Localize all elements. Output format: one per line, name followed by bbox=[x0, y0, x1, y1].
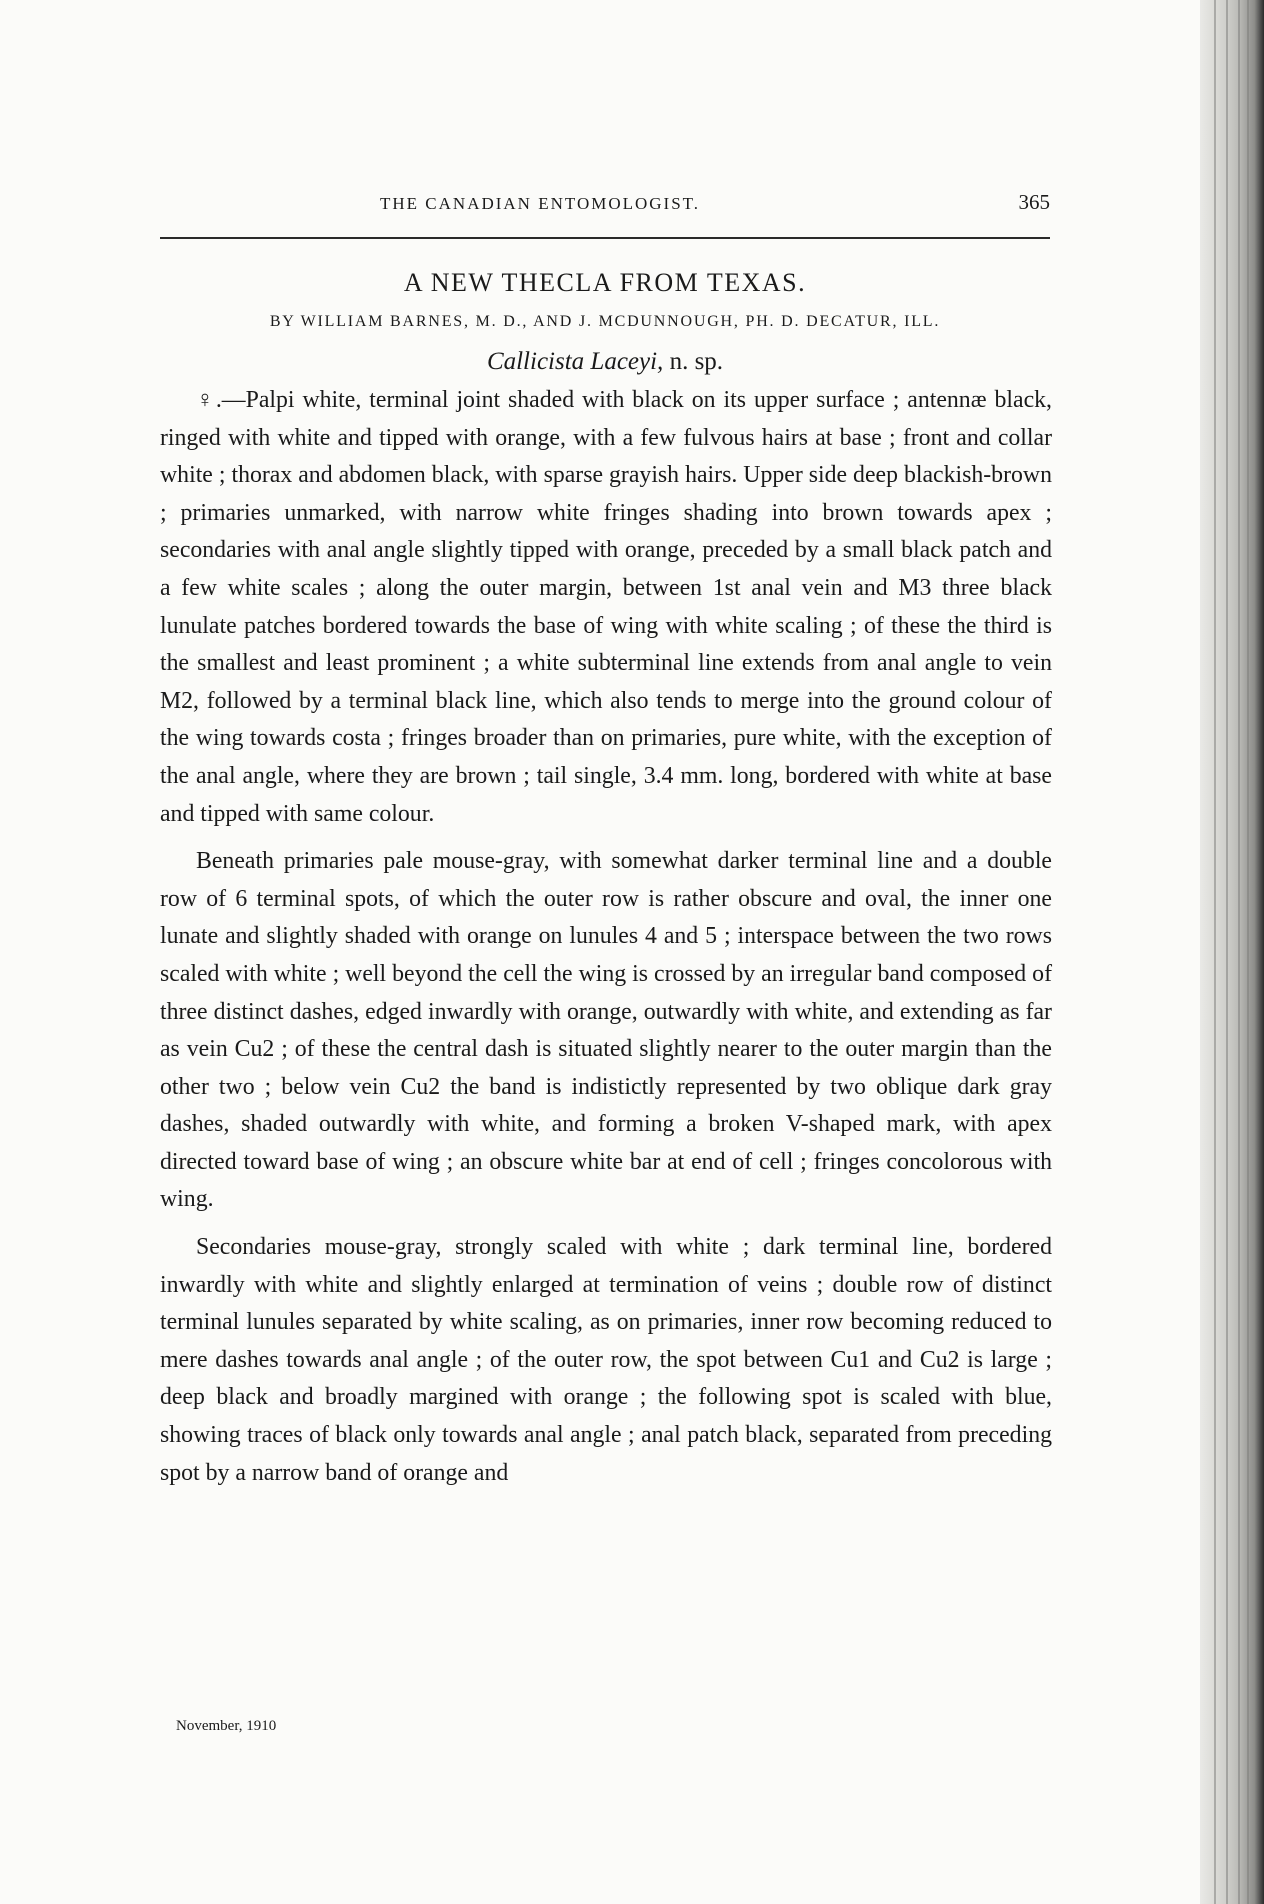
species-suffix: n. sp. bbox=[663, 348, 724, 375]
issue-date: November, 1910 bbox=[176, 1718, 277, 1734]
species-name: Callicista Laceyi, bbox=[486, 348, 664, 375]
article-byline: BY WILLIAM BARNES, M. D., AND J. MCDUNNOUGH, PH. D. DECATUR, ILL. bbox=[269, 313, 941, 330]
paragraph-secondaries-beneath: Secondaries mouse-gray, strongly scaled with white ; dark terminal line, bordered inwardly with white and slightly enlarged at termination of veins ; double row of distinct terminal lunules separated by white scaling, as on primaries, inner row becoming reduced to mere dashes towards anal angle ; of the outer row, the spot between Cu1 and Cu2 is large ; deep black and broadly margined with orange ; the following spot is scaled with blue, showing traces of black only towards anal angle ; anal patch black, separated from preceding spot by a narrow band of orange and bbox=[160, 1234, 1052, 1486]
paragraph-female-description: ♀.—Palpi white, terminal joint shaded with black on its upper surface ; antennæ black, ringed with white and tipped with orange, with a few fulvous hairs at base ; front and collar white ; thorax and abdomen black, with sparse grayish hairs. Upper side deep blackish-brown ; primaries unmarked, with narrow white fringes shading into brown towards apex ; secondaries with anal angle slightly tipped with orange, preceded by a small black patch and a few white scales ; along the outer margin, between 1st anal vein and M3 three black lunulate patches bordered towards the base of wing with white scaling ; of these the third is the smallest and least prominent ; a white subterminal line extends from anal angle to vein M2, followed by a terminal black line, which also tends to merge into the ground colour of the wing towards costa ; fringes broader than on primaries, pure white, with the exception of the anal angle, where they are brown ; tail single, 3.4 mm. long, bordered with white at base and tipped with same colour. bbox=[160, 387, 1052, 827]
book-edge bbox=[1200, 0, 1264, 1904]
edge-line bbox=[1226, 0, 1228, 1904]
running-head bbox=[160, 190, 1050, 220]
paragraph-primaries-beneath: Beneath primaries pale mouse-gray, with somewhat darker terminal line and a double row of 6 terminal spots, of which the outer row is rather obscure and oval, the inner one lunate and slightly shaded with orange on lunules 4 and 5 ; interspace between the two rows scaled with white ; well beyond the cell the wing is crossed by an irregular band composed of three distinct dashes, edged inwardly with orange, outwardly with white, and extending as far as vein Cu2 ; of these the central dash is situated slightly nearer to the outer margin than the other two ; below vein Cu2 the band is indistictly represented by two oblique dark gray dashes, shaded outwardly with white, and forming a broken V-shaped mark, with apex directed toward base of wing ; an obscure white bar at end of cell ; fringes concolorous with wing. bbox=[160, 848, 1052, 1213]
edge-line bbox=[1247, 0, 1249, 1904]
edge-line bbox=[1214, 0, 1216, 1904]
header-rule bbox=[160, 237, 1050, 239]
article-body bbox=[160, 382, 1052, 1492]
species-heading bbox=[160, 348, 1050, 376]
article-title: A NEW THECLA FROM TEXAS. bbox=[403, 268, 807, 297]
edge-line bbox=[1238, 0, 1240, 1904]
journal-title: THE CANADIAN ENTOMOLOGIST. bbox=[380, 194, 701, 213]
page-number: 365 bbox=[1018, 190, 1050, 214]
